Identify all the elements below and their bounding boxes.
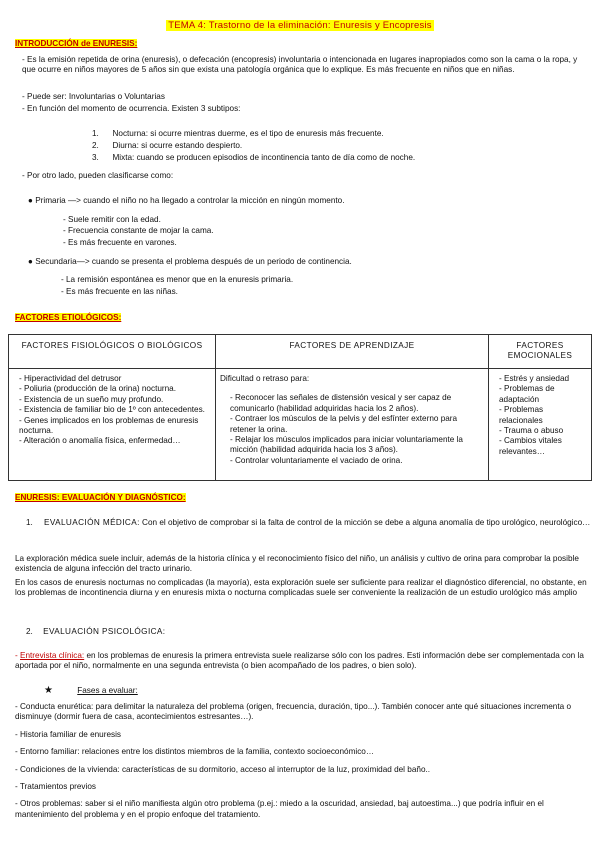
list-item: - Historia familiar de enuresis bbox=[15, 729, 122, 739]
section-title: EVALUACIÓN MÉDICA: bbox=[44, 518, 140, 527]
list-item: - Entorno familiar: relaciones entre los distintos miembros de la familia, contexto socioeconómico… bbox=[15, 747, 375, 757]
subtype-list bbox=[92, 129, 572, 163]
list-item: - Es más frecuente en varones. bbox=[63, 237, 177, 247]
subtype-item: 3. Mixta: cuando se producen episodios de incontinencia tanto de día como de noche. bbox=[92, 152, 416, 162]
secundaria-list bbox=[61, 275, 293, 297]
table-cell-biologicos bbox=[9, 369, 216, 481]
section-number: 2. bbox=[26, 627, 33, 636]
bullet-dash: - bbox=[15, 651, 18, 660]
intro-definition: - Es la emisión repetida de orina (enuresis), o defecación (encopresis) involuntaria o intencionada en lugares inapropiados como son la cama o la ropa, y que ocurre en niños mayores de 5 años sin que exista una patología orgánica que lo explique. Es más frecuente en niños que en niñas. bbox=[22, 55, 578, 75]
evaluation-heading: ENURESIS: EVALUACIÓN Y DIAGNÓSTICO: bbox=[15, 493, 186, 502]
fases-heading bbox=[44, 686, 138, 696]
list-item: - Tratamientos previos bbox=[15, 782, 96, 792]
table-item: - Cambios vitales relevantes… bbox=[499, 436, 562, 456]
intro-heading: INTRODUCCIÓN de ENURESIS: bbox=[15, 39, 138, 48]
table-cell-emocionales bbox=[489, 369, 592, 481]
table-header: FACTORES FISIOLÓGICOS O BIOLÓGICOS bbox=[9, 335, 216, 369]
primaria-list bbox=[63, 215, 214, 248]
fases-label: Fases a evaluar: bbox=[77, 686, 138, 695]
entrevista-text: en los problemas de enuresis la primera entrevista suele realizarse sólo con los padres. Esti información debe ser complementada con la aportada por el niño, normalmente en una segunda entrevista (o bien acompañado de los padres, o bien solo). bbox=[15, 651, 584, 671]
table-item: - Trauma o abuso bbox=[499, 426, 564, 436]
eval-psicologica bbox=[26, 627, 165, 637]
medica-paragraph-1: La exploración médica suele incluir, además de la historia clínica y el reconocimiento físico del niño, un análisis y cultivo de orina para comprobar la posible existencia de alguna infección del tracto urinario. bbox=[15, 554, 579, 574]
factors-table bbox=[8, 334, 592, 481]
table-item: - Hiperactividad del detrusor bbox=[19, 374, 122, 383]
list-item: - Frecuencia constante de mojar la cama. bbox=[63, 226, 214, 236]
table-item: - Controlar voluntariamente el vaciado de orina. bbox=[230, 455, 403, 465]
section-text: Con el objetivo de comprobar si la falta de control de la micción se debe a alguna anomalía de tipo urológico, neurológico… bbox=[142, 518, 591, 527]
list-item: - La remisión espontánea es menor que en la enuresis primaria. bbox=[61, 275, 294, 284]
section-title: EVALUACIÓN PSICOLÓGICA: bbox=[43, 627, 166, 636]
medica-paragraph-2: En los casos de enuresis nocturnas no complicadas (la mayoría), esta exploración suele ser suficiente para realizar el diagnóstico diferencial, no obstante, en los problemas de incontinencia diurna y en enuresis mixta o nocturna complicadas suele ser conveniente la realización de un estudio urológico más amplio bbox=[15, 578, 587, 598]
fases-list bbox=[15, 702, 592, 820]
subtype-item: 2. Diurna: si ocurre estando despierto. bbox=[92, 140, 243, 150]
list-item: - Otros problemas: saber si el niño manifiesta algún otro problema (p.ej.: miedo a la oscuridad, ansiedad, baj autoestima...) que podría influir en el mantenimiento del problema y en el propio enfoque del tratamiento. bbox=[15, 799, 544, 819]
table-item: - Alteración o anomalía física, enfermedad… bbox=[19, 436, 181, 446]
eval-medica bbox=[26, 518, 592, 528]
table-item: - Estrés y ansiedad bbox=[499, 374, 570, 383]
subtype-item: 1. Nocturna: si ocurre mientras duerme, es el tipo de enuresis más frecuente. bbox=[92, 129, 384, 138]
secundaria-line: ● Secundaria—> cuando se presenta el problema después de un periodo de continencia. bbox=[28, 257, 352, 266]
primaria-line: ● Primaria —> cuando el niño no ha llegado a controlar la micción en ningún momento. bbox=[28, 196, 345, 205]
table-item: - Existencia de un sueño muy profundo. bbox=[19, 394, 164, 404]
entrevista-label: Entrevista clínica: bbox=[20, 651, 85, 660]
list-item: - Conducta enurética: para delimitar la naturaleza del problema (origen, frecuencia, duración, tipo...). También conocer ante qué situaciones incrementa o disminuye (dormir fuera de casa, acontecimientos estresantes…). bbox=[15, 702, 572, 722]
entrevista-clinica bbox=[15, 651, 592, 672]
table-item: - Contraer los músculos de la pelvis y del esfínter externo para retener la orina. bbox=[230, 414, 458, 434]
table-cell-aprendizaje bbox=[216, 369, 489, 481]
table-item: - Relajar los músculos implicados para iniciar voluntariamente la micción (habilidad adquirida hacia los 3 años). bbox=[230, 435, 463, 455]
table-item: Dificultad o retraso para: bbox=[220, 374, 310, 383]
other-classification: - Por otro lado, pueden clasificarse como: bbox=[22, 171, 174, 180]
section-number: 1. bbox=[26, 518, 33, 527]
intro-types: - Puede ser: Involuntarias o Voluntarias bbox=[22, 92, 165, 101]
table-item: - Existencia de familiar bio de 1º con antecedentes. bbox=[19, 405, 205, 415]
factors-heading: FACTORES ETIOLÓGICOS: bbox=[15, 313, 122, 322]
star-icon: ★ bbox=[44, 685, 53, 696]
table-item: - Problemas de adaptación bbox=[499, 384, 555, 404]
table-header: FACTORES EMOCIONALES bbox=[489, 335, 592, 369]
page-title: TEMA 4: Trastorno de la eliminación: Enuresis y Encopresis bbox=[168, 20, 432, 31]
list-item: - Es más frecuente en las niñas. bbox=[61, 286, 178, 296]
table-item: - Poliuria (producción de la orina) nocturna. bbox=[19, 384, 177, 394]
intro-subtypes: - En función del momento de ocurrencia. Existen 3 subtipos: bbox=[22, 104, 241, 113]
table-item: - Reconocer las señales de distensión vesical y ser capaz de comunicarlo (habilidad adquiridas hacia los 2 años). bbox=[230, 393, 452, 413]
table-item: - Problemas relacionales bbox=[499, 405, 544, 425]
table-item: - Genes implicados en los problemas de enuresis nocturna. bbox=[19, 415, 199, 436]
list-item: - Condiciones de la vivienda: características de su dormitorio, acceso al interruptor de la luz, proximidad del baño.. bbox=[15, 764, 431, 774]
table-header: FACTORES DE APRENDIZAJE bbox=[216, 335, 489, 369]
list-item: - Suele remitir con la edad. bbox=[63, 215, 161, 224]
